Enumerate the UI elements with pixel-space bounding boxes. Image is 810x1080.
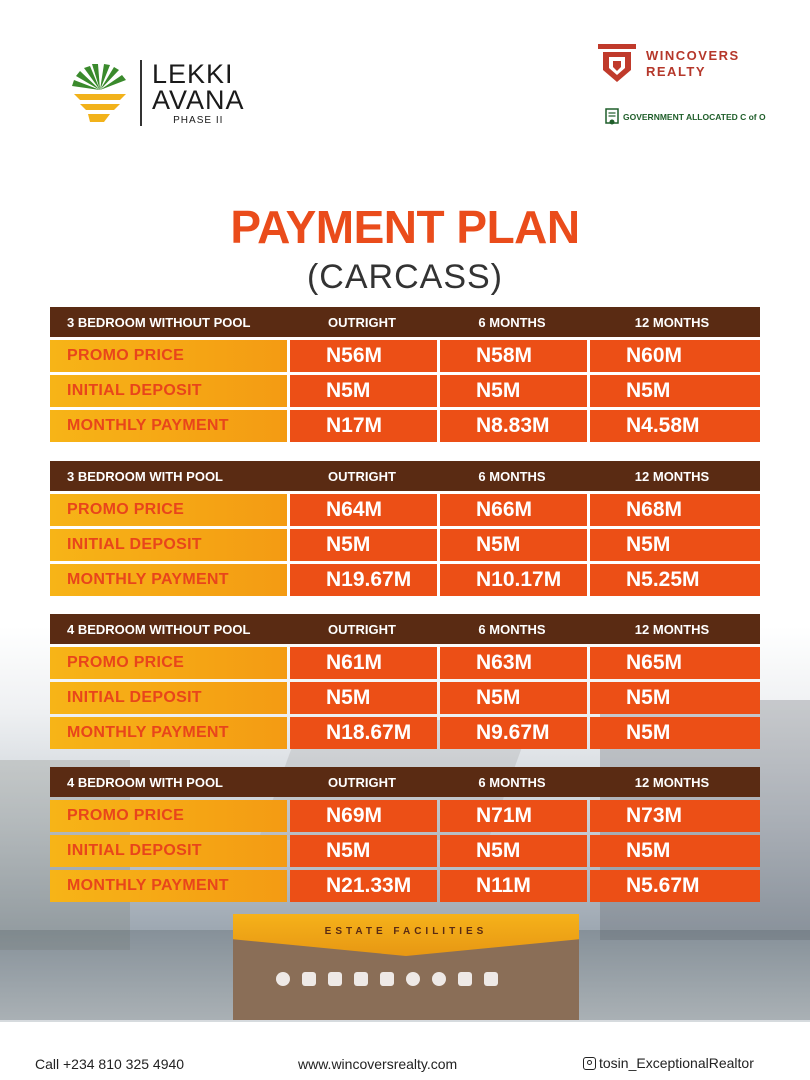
column-header-12-months: 12 MONTHS xyxy=(634,621,710,637)
price-cell: N8.83M xyxy=(440,410,587,442)
price-cell: N69M xyxy=(290,800,437,832)
price-cell: N19.67M xyxy=(290,564,437,596)
table-header xyxy=(50,461,760,491)
price-cell: N5M xyxy=(440,682,587,714)
price-cell: N17M xyxy=(290,410,437,442)
logo-text xyxy=(152,58,245,126)
logo-divider xyxy=(140,60,142,126)
price-cell: N11M xyxy=(440,870,587,902)
government-allocated-text: GOVERNMENT ALLOCATED C of O xyxy=(623,112,766,122)
price-cell: N5M xyxy=(590,682,760,714)
wincovers-line-2: REALTY xyxy=(646,64,707,79)
table-row xyxy=(50,835,760,867)
wincovers-logo xyxy=(598,44,740,84)
price-cell: N5M xyxy=(290,375,437,407)
column-header-outright: OUTRIGHT xyxy=(328,774,396,790)
table-row xyxy=(50,375,760,407)
price-cell: N5M xyxy=(440,835,587,867)
column-header-outright: OUTRIGHT xyxy=(328,468,396,484)
table-row xyxy=(50,800,760,832)
wincovers-line-1: WINCOVERS xyxy=(646,48,740,63)
column-header-12-months: 12 MONTHS xyxy=(634,774,710,790)
logo-line-1: LEKKI xyxy=(152,58,234,89)
page-title: PAYMENT PLAN xyxy=(230,201,580,253)
price-cell: N5M xyxy=(440,529,587,561)
column-header-6-months: 6 MONTHS xyxy=(478,621,546,637)
row-label: PROMO PRICE xyxy=(50,340,287,372)
row-label: INITIAL DEPOSIT xyxy=(50,375,287,407)
price-cell: N66M xyxy=(440,494,587,526)
row-label: INITIAL DEPOSIT xyxy=(50,835,287,867)
column-header-outright: OUTRIGHT xyxy=(328,621,396,637)
row-label: PROMO PRICE xyxy=(50,800,287,832)
medical-cross-icon xyxy=(455,972,475,986)
house-shield-logo-icon xyxy=(598,44,636,84)
table-row xyxy=(50,564,760,596)
instagram-icon xyxy=(583,1057,596,1070)
price-cell: N73M xyxy=(590,800,760,832)
price-cell: N4.58M xyxy=(590,410,760,442)
logo-line-2: AVANA xyxy=(152,84,245,115)
table-header xyxy=(50,767,760,797)
table-row xyxy=(50,682,760,714)
price-cell: N5.25M xyxy=(590,564,760,596)
price-cell: N65M xyxy=(590,647,760,679)
table-row xyxy=(50,340,760,372)
shield-icon xyxy=(273,972,293,986)
price-cell: N68M xyxy=(590,494,760,526)
column-header-outright: OUTRIGHT xyxy=(328,314,396,330)
table-title: 4 BEDROOM WITH POOL xyxy=(67,774,223,790)
table-title: 3 BEDROOM WITHOUT POOL xyxy=(67,314,251,330)
price-cell: N5M xyxy=(590,717,760,749)
row-label: MONTHLY PAYMENT xyxy=(50,717,287,749)
table-row xyxy=(50,410,760,442)
table-row xyxy=(50,647,760,679)
water-drop-icon xyxy=(403,972,423,986)
row-label: MONTHLY PAYMENT xyxy=(50,410,287,442)
instagram-handle[interactable] xyxy=(583,1055,754,1071)
government-allocation xyxy=(605,108,766,126)
page-subtitle: (CARCASS) xyxy=(306,258,504,296)
price-cell: N9.67M xyxy=(440,717,587,749)
column-header-12-months: 12 MONTHS xyxy=(634,468,710,484)
table-row xyxy=(50,870,760,902)
pricing-table-3bed-no-pool xyxy=(50,307,760,442)
price-cell: N61M xyxy=(290,647,437,679)
table-title: 4 BEDROOM WITHOUT POOL xyxy=(67,621,251,637)
phone-number[interactable]: Call +234 810 325 4940 xyxy=(35,1056,185,1072)
footer xyxy=(0,1022,810,1080)
price-cell: N5M xyxy=(590,529,760,561)
estate-facilities-banner xyxy=(233,914,579,1020)
price-cell: N5M xyxy=(290,682,437,714)
gym-icon xyxy=(481,972,501,986)
price-cell: N64M xyxy=(290,494,437,526)
price-cell: N5.67M xyxy=(590,870,760,902)
column-header-12-months: 12 MONTHS xyxy=(634,314,710,330)
price-cell: N71M xyxy=(440,800,587,832)
price-cell: N60M xyxy=(590,340,760,372)
column-header-6-months: 6 MONTHS xyxy=(478,468,546,484)
certificate-icon xyxy=(605,108,619,126)
table-title: 3 BEDROOM WITH POOL xyxy=(67,468,223,484)
table-row xyxy=(50,529,760,561)
wifi-icon xyxy=(429,972,449,986)
table-header xyxy=(50,614,760,644)
pricing-table-4bed-pool xyxy=(50,767,760,902)
row-label: INITIAL DEPOSIT xyxy=(50,529,287,561)
table-header xyxy=(50,307,760,337)
instagram-handle-text: tosin_ExceptionalRealtor xyxy=(599,1055,754,1071)
logo-line-3: PHASE II xyxy=(173,114,224,126)
wincovers-text xyxy=(646,48,740,80)
price-cell: N56M xyxy=(290,340,437,372)
row-label: PROMO PRICE xyxy=(50,494,287,526)
website-link[interactable]: www.wincoversrealty.com xyxy=(298,1056,458,1072)
table-row xyxy=(50,494,760,526)
price-cell: N5M xyxy=(590,375,760,407)
price-cell: N21.33M xyxy=(290,870,437,902)
bank-icon xyxy=(325,972,345,986)
pricing-table-4bed-no-pool xyxy=(50,614,760,749)
price-cell: N10.17M xyxy=(440,564,587,596)
row-label: PROMO PRICE xyxy=(50,647,287,679)
lekki-avana-logo xyxy=(70,60,245,126)
row-label: INITIAL DEPOSIT xyxy=(50,682,287,714)
palm-leaf-logo-icon xyxy=(70,60,130,126)
price-cell: N5M xyxy=(290,529,437,561)
price-cell: N18.67M xyxy=(290,717,437,749)
row-label: MONTHLY PAYMENT xyxy=(50,564,287,596)
facilities-icons xyxy=(273,972,501,986)
row-label: MONTHLY PAYMENT xyxy=(50,870,287,902)
price-cell: N5M xyxy=(290,835,437,867)
price-cell: N5M xyxy=(440,375,587,407)
column-header-6-months: 6 MONTHS xyxy=(478,774,546,790)
table-row xyxy=(50,717,760,749)
house-icon xyxy=(351,972,371,986)
cctv-icon xyxy=(377,972,397,986)
price-cell: N5M xyxy=(590,835,760,867)
price-cell: N63M xyxy=(440,647,587,679)
column-header-6-months: 6 MONTHS xyxy=(478,314,546,330)
pricing-table-3bed-pool xyxy=(50,461,760,596)
building-icon xyxy=(299,972,319,986)
price-cell: N58M xyxy=(440,340,587,372)
facilities-heading: ESTATE FACILITIES xyxy=(324,926,488,937)
